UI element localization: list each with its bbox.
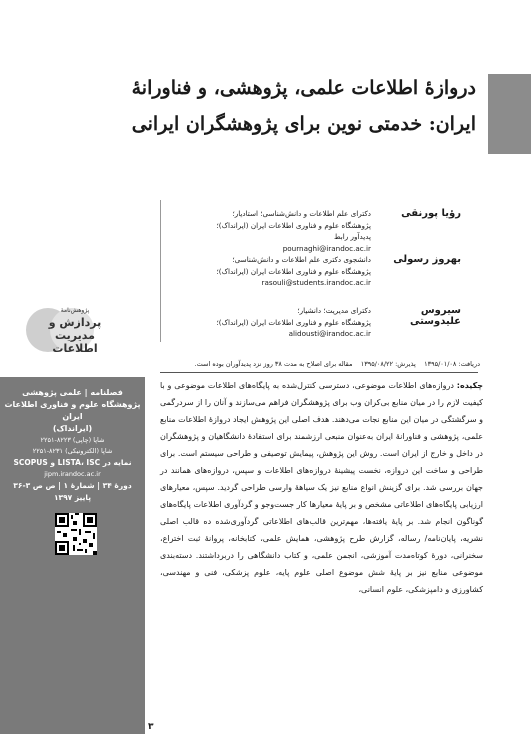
qr-code-icon (55, 513, 97, 555)
affiliation-line: پژوهشگاه علوم و فناوری اطلاعات ایران (ایرانداک)؛ (216, 266, 371, 276)
affiliation-line: دکترای علم اطلاعات و دانش‌شناسی؛ استادیار؛ (232, 209, 371, 218)
received-date: دریافت: ۱۳۹۵/۰۱/۰۸ (424, 360, 480, 368)
abstract-label: چکیده: (456, 381, 483, 390)
author-email[interactable]: pournaghi@irandoc.ac.ir (282, 243, 371, 253)
journal-logo (10, 300, 140, 360)
indexing-info: نمایه در LISTA، ISC و SCOPUS (13, 458, 132, 467)
journal-info-sidebar (0, 377, 145, 734)
article-dates (160, 360, 480, 368)
svg-text:مدیریت: مدیریت (55, 329, 95, 342)
abstract (160, 377, 483, 598)
issn-online: شاپا (الکترونیکی) ۸۲۳۱-۲۲۵۱ (32, 447, 113, 455)
author-affiliation (146, 305, 371, 340)
journal-line: پژوهشگاه علوم و فناوری اطلاعات ایران (4, 400, 141, 421)
vertical-divider (160, 200, 161, 342)
journal-name (0, 387, 145, 435)
journal-line: فصلنامه | علمی پژوهشی (22, 388, 123, 397)
journal-website[interactable]: jipm.irandoc.ac.ir (44, 470, 101, 478)
author-name: بهروز رسولی (393, 254, 461, 265)
abstract-text: دروازه‌های اطلاعات موضوعی، دسترسی کنترل‌شده به پایگاه‌های اطلاعات موضوعی و با کیفیت لازم را در میان منابع بی‌کران وب برای پژوهشگران فراهم می‌سازند و آنان را از سردرگمی و سرگشتگی در میان این منابع نجات می‌دهند. هدف اصلی این پژوهش ایجاد دروازۀ اطلاعات منابع علمی، پژوهشی و فناورانۀ ایران به‌عنوان منبعی ارزشمند برای استفادۀ دانشگاهیان و پژوهشگران در داخل و خارج از ایران است. روش این پژوهش، پیمایش توصیفی و طراحی سیستم است. برای طراحی و ساخت این دروازه، نخست پیشینۀ دروازه‌های اطلاعات و سپس، دروازه‌های همانند در جهان بررسی شد. برای گزینش انواع منابع نیز یک سیاههٔ وارسی طراحی گردید. سپس، معیارهای ارزیابی پایگاه‌های اطلاعاتی مشخص و بر پایۀ معیارها کار جست‌وجو و گردآوری اطلاعات پایگاه‌های گوناگون انجام شد. بر پایۀ یافته‌ها، مهم‌ترین قالب‌های اطلاعاتی گردآوری‌شده ده قالب اصلی نشریه، پایان‌نامه/ رساله، گزارش طرح پژوهشی، همایش علمی، کتابخانه، پروانۀ ثبت اختراع، سخنرانی، دورۀ کوتاه‌مدت آموزشی، انجمن علمی، و کتاب دانشگاهی را دربرداشتند. دسته‌بندی موضوعی منابع نیز بر پایۀ شش موضوع اصلی علوم پایه، علوم پزشکی، فنی و مهندسی، کشاورزی و دامپزشکی، علوم انسانی، (160, 381, 483, 594)
author-name: سیروس علیدوستی (409, 305, 461, 327)
decorative-gray-tab (488, 74, 531, 154)
author-email[interactable]: rasouli@students.irandoc.ac.ir (261, 278, 371, 287)
revision-note: مقاله برای اصلاح به مدت ۳۸ روز نزد پدیدآوران بوده است. (194, 360, 353, 368)
article-title: دروازۀ اطلاعات علمی، پژوهشی، و فناورانۀ ایران: خدمتی نوین برای پژوهشگران ایرانی (131, 77, 476, 135)
author-affiliation (146, 208, 371, 254)
accepted-date: پذیرش: ۱۳۹۵/۰۸/۲۲ (360, 360, 416, 368)
volume-info: دورۀ ۳۴ | شمارۀ ۱ | ص ص ۳-۳۶ (13, 481, 132, 490)
author-affiliation (146, 254, 371, 289)
journal-line: (ایرانداک) (52, 424, 93, 433)
svg-text:پژوهش‌نامۀ: پژوهش‌نامۀ (60, 307, 90, 314)
svg-text:اطلاعات: اطلاعات (52, 342, 98, 355)
affiliation-line: پژوهشگاه علوم و فناوری اطلاعات ایران (ایرانداک)؛ (216, 317, 371, 327)
affiliation-line: دانشجوی دکتری علم اطلاعات و دانش‌شناسی؛ (232, 255, 371, 264)
affiliation-line: پدیدآور رابط (333, 232, 371, 241)
issue-season: پاییز ۱۳۹۷ (53, 493, 92, 502)
affiliation-line: پژوهشگاه علوم و فناوری اطلاعات ایران (ایرانداک)؛ (216, 220, 371, 230)
author-name: رؤیا پورنقی (401, 208, 461, 219)
svg-text:پردازش و: پردازش و (48, 316, 102, 329)
page-number: ۳ (148, 722, 154, 732)
author-email[interactable]: alidousti@irandoc.ac.ir (288, 329, 371, 338)
issn-print: شاپا (چاپی) ۸۲۲۳-۲۲۵۱ (40, 436, 105, 444)
affiliation-line: دکترای مدیریت؛ دانشیار؛ (297, 306, 371, 315)
horizontal-rule (160, 372, 478, 373)
